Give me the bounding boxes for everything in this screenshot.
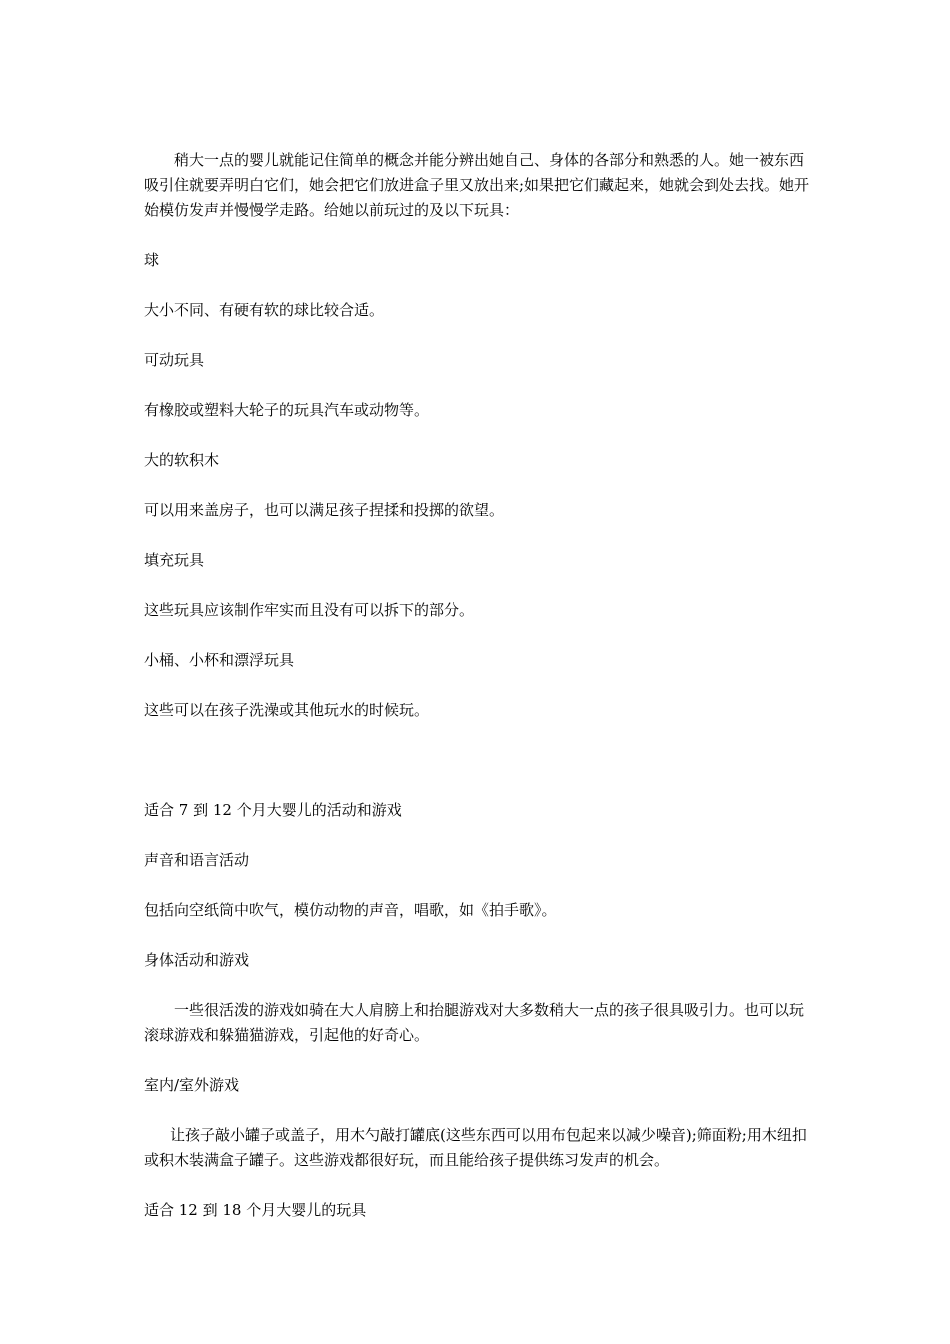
intro-paragraph: 稍大一点的婴儿就能记住简单的概念并能分辨出她自己、身体的各部分和熟悉的人。她一被东西吸引住就要弄明白它们，她会把它们放进盒子里又放出来;如果把它们藏起来，她就会到处去找。她开始模仿发声并慢慢学走路。给她以前玩过的及以下玩具： — [144, 151, 810, 219]
toy-title-stuffed: 填充玩具 — [144, 551, 205, 569]
toy-title-movable: 可动玩具 — [144, 351, 205, 369]
body-heading: 身体活动和游戏 — [144, 951, 250, 969]
next-heading: 适合 12 到 18 个月大婴儿的玩具 — [144, 1201, 367, 1219]
sound-desc: 包括向空纸筒中吹气，模仿动物的声音，唱歌，如《拍手歌》。 — [144, 901, 557, 919]
sound-heading: 声音和语言活动 — [144, 851, 250, 869]
indoor-heading: 室内/室外游戏 — [144, 1076, 240, 1094]
indoor-desc: 让孩子敲小罐子或盖子，用木勺敲打罐底(这些东西可以用布包起来以减少噪音);筛面粉;用木纽扣或积木装满盒子罐子。这些游戏都很好玩，而且能给孩子提供练习发声的机会。 — [144, 1126, 807, 1169]
toy-desc-soft-blocks: 可以用来盖房子，也可以满足孩子捏揉和投掷的欲望。 — [144, 501, 505, 519]
toy-title-bath: 小桶、小杯和漂浮玩具 — [144, 651, 295, 669]
document-body — [144, 148, 810, 1248]
toy-title-soft-blocks: 大的软积木 — [144, 451, 220, 469]
toy-desc-stuffed: 这些玩具应该制作牢实而且没有可以拆下的部分。 — [144, 601, 475, 619]
toy-desc-ball: 大小不同、有硬有软的球比较合适。 — [144, 301, 385, 319]
toy-desc-movable: 有橡胶或塑料大轮子的玩具汽车或动物等。 — [144, 401, 430, 419]
body-desc: 一些很活泼的游戏如骑在大人肩膀上和抬腿游戏对大多数稍大一点的孩子很具吸引力。也可以玩滚球游戏和躲猫猫游戏，引起他的好奇心。 — [144, 1001, 805, 1044]
activities-heading: 适合 7 到 12 个月大婴儿的活动和游戏 — [144, 801, 402, 819]
toy-title-ball: 球 — [144, 251, 160, 269]
toy-desc-bath: 这些可以在孩子洗澡或其他玩水的时候玩。 — [144, 701, 430, 719]
